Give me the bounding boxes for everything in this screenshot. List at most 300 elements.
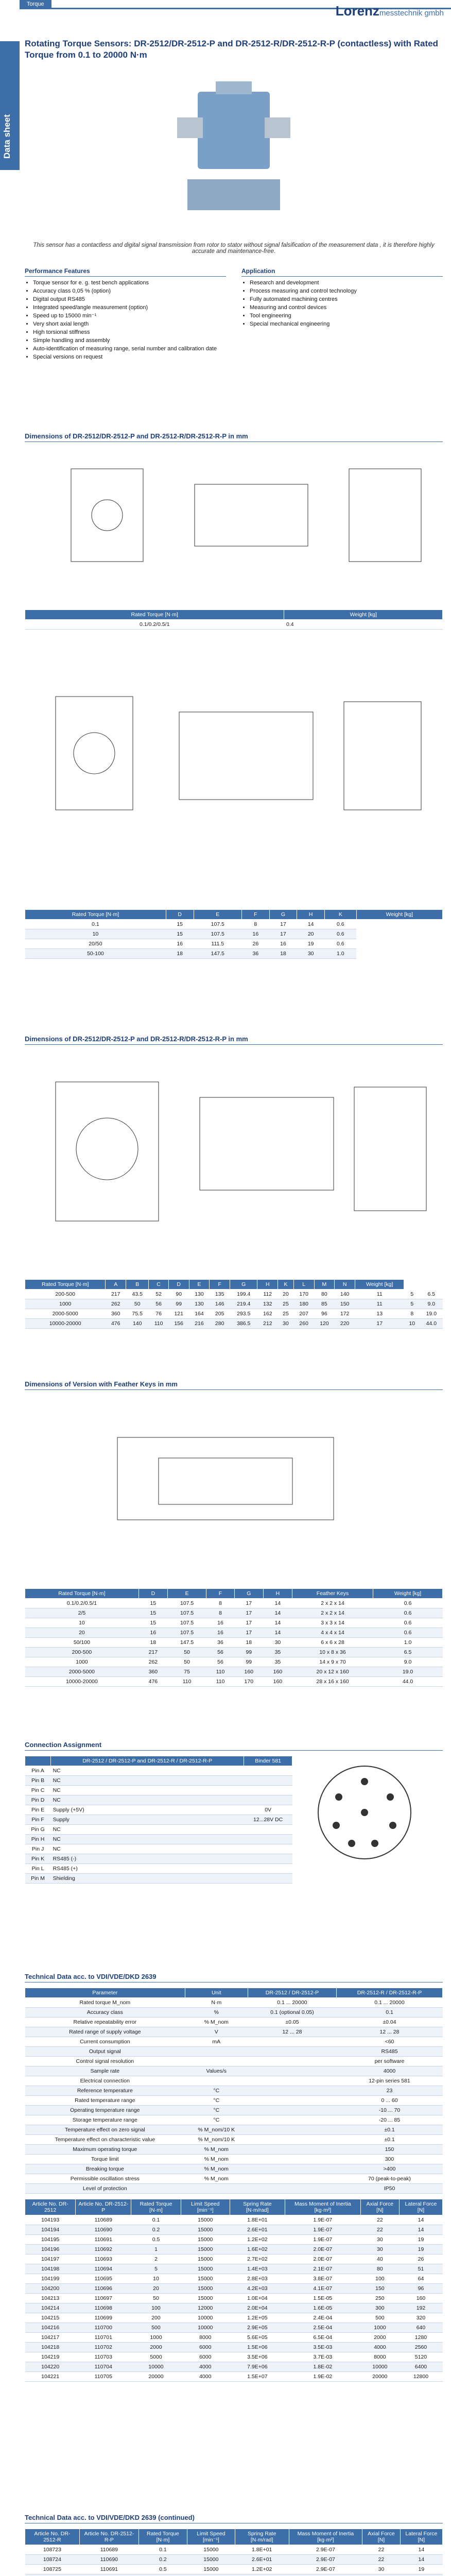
table-cell: Pin A [25,1766,51,1776]
table-cell: 6.5 [373,1648,443,1657]
table-header: G [269,910,297,920]
table-cell: 0.1 [138,2545,187,2555]
table-cell: % M_nom [185,2018,248,2027]
table-cell: 22 [362,2555,400,2565]
table-cell: 0.6 [373,1599,443,1608]
table-cell: 1.5E+07 [230,2372,285,2382]
table-header: M [314,1280,335,1290]
table-cell: 4000 [181,2372,230,2382]
table-cell [248,2155,336,2164]
table-cell: 2 x 2 x 14 [292,1608,373,1618]
table-cell: 104220 [25,2362,76,2372]
table-cell: NC [51,1795,244,1805]
table-cell: 104219 [25,2352,76,2362]
table-row [25,2565,443,2574]
table-row [25,1628,443,1638]
table-cell [289,2574,362,2576]
table-cell: 0.2 [131,2225,181,2235]
table-cell: 5 [404,1290,420,1299]
drawing-3 [25,1051,443,1273]
table-cell: 108723 [25,2545,80,2555]
table-header: H [257,1280,278,1290]
table-cell: 0.5 [131,2235,181,2245]
table-cell: 14 [399,2225,442,2235]
table-cell: 12-pin series 581 [336,2076,442,2086]
table-row [25,929,443,939]
table-cell: 2000-5000 [25,1667,139,1677]
table-header [25,1756,51,1766]
table-header: D [168,1280,189,1290]
table-row [25,1776,292,1786]
table-cell: 3.5E+06 [230,2352,285,2362]
page-title: Rotating Torque Sensors: DR-2512/DR-2512-P and DR-2512-R/DR-2512-R-P (contactless) with Rated Torque from 0.1 to 20000 N·m [25,39,438,60]
table-cell: °C [185,2115,248,2125]
table-cell [244,1864,292,1874]
table-header: Axial Force [N] [362,2529,400,2545]
table-cell: Values/s [185,2066,248,2076]
table-cell: 5 [131,2264,181,2274]
table-cell: 10000-20000 [25,1677,139,1687]
table-header: Rated Torque [N·m] [25,610,284,620]
table-cell: Pin E [25,1805,51,1815]
table-cell: 1.9E-07 [285,2225,360,2235]
table-cell: 56 [206,1657,234,1667]
table-cell: 260 [293,1319,314,1329]
table-cell: 0.6 [373,1618,443,1628]
table-row [25,2076,443,2086]
table-cell: 110700 [76,2323,131,2333]
table-header: Rated Torque [N·m] [25,1280,106,1290]
table-row [25,2135,443,2145]
table-cell: °C [185,2086,248,2096]
table-cell: 20 x 12 x 160 [292,1667,373,1677]
table-cell: 386.5 [230,1319,257,1329]
table-cell: 16 [206,1628,234,1638]
table-row [25,1874,292,1884]
table-cell: Reference temperature [25,2086,185,2096]
table-cell: 110693 [76,2255,131,2264]
table-cell [185,2057,248,2066]
table-cell: % M_nom/10 K [185,2135,248,2145]
table-row [25,1319,443,1329]
table-cell: RS485 (-) [51,1854,244,1864]
list-item: • Very short axial length [33,320,226,328]
table-header: L [293,1280,314,1290]
table-cell: 30 [360,2245,399,2255]
table-cell [248,2174,336,2184]
table-cell: 107.5 [167,1608,206,1618]
table-cell: 6000 [181,2352,230,2362]
list-item: • Auto-identification of measuring range, serial number and calibration date [33,345,226,353]
table-cell: 15 [166,920,194,929]
table-cell: NC [51,1825,244,1835]
table-cell: 36 [242,949,270,959]
table-cell [187,2574,235,2576]
table-cell: Rated temperature range [25,2096,185,2106]
table-cell: 20/50 [25,939,166,949]
table-cell: 1.5E+06 [230,2343,285,2352]
table-cell: 14 [297,920,325,929]
table-cell: 1.8E+01 [230,2215,285,2225]
table-cell: 192 [399,2303,442,2313]
table-cell [244,1786,292,1795]
table-cell: 18 [269,949,297,959]
table-cell: 12800 [399,2372,442,2382]
table-header: G [234,1589,263,1599]
table-cell: 199.4 [230,1290,257,1299]
table-cell: Pin G [25,1825,51,1835]
table-cell: 10000-20000 [25,1319,106,1329]
table-cell: 17 [234,1628,263,1638]
table-cell: 20000 [131,2372,181,2382]
table-cell: 4.1E-07 [285,2284,360,2294]
datasheet-label: Data sheet [2,114,12,159]
table-row [25,1608,443,1618]
table-cell: 56 [206,1648,234,1657]
table-cell [248,2057,336,2066]
table-cell [244,1844,292,1854]
table-row [25,2333,443,2343]
table-cell [79,2574,138,2576]
table-cell: 25 [278,1309,294,1319]
table-cell: 5000 [131,2352,181,2362]
table-cell: 0.1 (optional 0.05) [248,2008,336,2018]
table-cell: Storage temperature range [25,2115,185,2125]
company-logo: Lorenzmesstechnik gmbh [335,3,444,19]
table-cell: 19 [400,2565,442,2574]
table-cell: 2.6E+01 [230,2225,285,2235]
table-header: E [194,910,241,920]
table-cell: <60 [336,2037,442,2047]
table-row [25,2047,443,2057]
table-cell: 5120 [399,2352,442,2362]
table-cell: 132 [257,1299,278,1309]
table-cell: 43.5 [126,1290,149,1299]
table-cell: 104200 [25,2284,76,2294]
table-header: Rated Torque [N·m] [25,910,166,920]
table-cell: 15000 [181,2225,230,2235]
table-cell [244,1766,292,1776]
table-cell: 2.0E-07 [285,2245,360,2255]
table-cell: Control signal resolution [25,2057,185,2066]
table-header: Article No. DR-2512 [25,2199,76,2215]
table-cell [244,1835,292,1844]
table-header: Weight [kg] [355,1280,404,1290]
table-cell: 110690 [76,2225,131,2235]
table-cell: 4000 [360,2343,399,2352]
table-cell: 0.6 [325,929,357,939]
table-cell: 2.8E+03 [230,2274,285,2284]
table-row [25,1599,443,1608]
table-cell: 15 [138,1608,167,1618]
table-cell: 15000 [181,2294,230,2303]
table-cell: 217 [106,1290,126,1299]
table-cell [248,2115,336,2125]
table-cell: 120 [314,1319,335,1329]
table-cell: 1.8E+01 [235,2545,289,2555]
table-cell: 15000 [187,2565,235,2574]
application-box: Application • Research and development • Process measuring and control technology • Fully automated machining centres • Measuring and control devices • Tool engineering • Special mechanical engineering [241,266,443,361]
table-header: F [242,910,270,920]
table-cell: 108725 [25,2565,80,2574]
table-cell: 200 [131,2313,181,2323]
table-cell: 13 [355,1309,404,1319]
list-item: • High torsional stiffness [33,328,226,336]
table-cell: 0.6 [325,920,357,929]
table-cell [362,2574,400,2576]
table-cell: 100 [360,2274,399,2284]
table-cell: 10000 [181,2323,230,2333]
table-cell: Output signal [25,2047,185,2057]
table-cell: 160 [263,1677,292,1687]
table-cell: 19.0 [373,1667,443,1677]
table-header: F [206,1589,234,1599]
table-cell [248,2076,336,2086]
table-cell: 2560 [399,2343,442,2352]
table-row [25,2057,443,2066]
table-cell: 6.5 [420,1290,443,1299]
table-header: Spring Rate [N·m/rad] [230,2199,285,2215]
table-cell: Pin B [25,1776,51,1786]
table-cell: 107.5 [167,1618,206,1628]
table-cell: 121 [168,1309,189,1319]
table-cell: 2.7E+02 [230,2255,285,2264]
table-header: Article No. DR-2512-R [25,2529,80,2545]
table-row [25,2027,443,2037]
table-cell: 5 [404,1299,420,1309]
table-cell: 51 [399,2264,442,2274]
table-row [25,1667,443,1677]
table-cell: 17 [234,1599,263,1608]
table-cell: 107.5 [167,1628,206,1638]
table-row [25,2255,443,2264]
table-cell: 110 [167,1677,206,1687]
table-cell: 14 [263,1628,292,1638]
table-row [25,2174,443,2184]
table-row [25,2284,443,2294]
table-row [25,1638,443,1648]
product-photo [167,76,301,226]
table-cell: 107.5 [194,920,241,929]
table-row [25,2352,443,2362]
table-cell: 15 [138,1599,167,1608]
drawing-4 [25,1396,443,1582]
table-cell: 25 [278,1299,294,1309]
table-cell: 0 ... 60 [336,2096,442,2106]
table-cell: Rated torque M_nom [25,1998,185,2008]
table-row [25,2164,443,2174]
table-header: F [210,1280,230,1290]
table-cell: 36 [206,1638,234,1648]
table-cell: 23 [336,2086,442,2096]
table-cell: 110698 [76,2303,131,2313]
table-cell: 170 [293,1290,314,1299]
connector-pinout-icon [303,1751,426,1874]
table-cell: 300 [360,2303,399,2313]
table-row [25,2037,443,2047]
table-cell: 110696 [76,2284,131,2294]
table-cell: 15000 [181,2255,230,2264]
table-cell: 2 [131,2255,181,2264]
table-cell: 110 [206,1677,234,1687]
category-tab[interactable]: Torque [20,0,51,9]
table-cell: 17 [269,920,297,929]
table-cell: 17 [234,1618,263,1628]
table-cell: 56 [149,1299,169,1309]
table-cell: 8 [242,920,270,929]
table-cell: Pin D [25,1795,51,1805]
table-cell [25,2574,80,2576]
table-cell: 110691 [76,2235,131,2245]
table-cell: 10 x 8 x 36 [292,1648,373,1657]
table-cell: 15 [166,929,194,939]
table-cell: 3 x 3 x 14 [292,1618,373,1628]
table-header: Rated Torque [N·m] [131,2199,181,2215]
table-cell: 20 [278,1290,294,1299]
table-cell: % M_nom [185,2155,248,2164]
list-item: • Special mechanical engineering [250,320,443,328]
table-cell: 17 [269,929,297,939]
table-cell: 28 x 16 x 160 [292,1677,373,1687]
table-cell: 110689 [76,2215,131,2225]
table-cell: 10000 [181,2313,230,2323]
table-cell: 110704 [76,2362,131,2372]
table-cell [248,2164,336,2174]
table-cell: 16 [206,1618,234,1628]
table-row [25,1677,443,1687]
table-cell: 16 [242,929,270,939]
table-row [25,2362,443,2372]
table-cell: °C [185,2096,248,2106]
table-cell: 0.1 ... 20000 [248,1998,336,2008]
table-cell: mA [185,2037,248,2047]
table-cell: 6.5E-04 [285,2333,360,2343]
table-row [25,1998,443,2008]
table-cell [248,2145,336,2155]
table-cell: 76 [149,1309,169,1319]
table-cell: 40 [360,2255,399,2264]
table-cell: 0.1 ... 20000 [336,1998,442,2008]
table-cell: 6000 [181,2343,230,2352]
table-header: K [325,910,357,920]
table-cell: 2.0E+04 [230,2303,285,2313]
table-cell: 80 [360,2264,399,2274]
table-cell: 15000 [187,2545,235,2555]
table-cell: 0V [244,1805,292,1815]
table-cell: 0.4 [284,620,443,630]
table-row [25,1309,443,1319]
table-cell: 20 [131,2284,181,2294]
table-cell: 104214 [25,2303,76,2313]
table-cell: 6 x 6 x 28 [292,1638,373,1648]
table-cell [244,1795,292,1805]
table-cell: 280 [210,1319,230,1329]
table-cell: 110701 [76,2333,131,2343]
table-row [25,939,443,949]
table-cell: % M_nom/10 K [185,2125,248,2135]
table-cell: 219.4 [230,1299,257,1309]
table-cell: NC [51,1844,244,1854]
table-cell: NC [51,1835,244,1844]
table-row [25,2294,443,2303]
table-cell: 200-500 [25,1648,139,1657]
table-cell: 10 [404,1319,420,1329]
table-cell: 104195 [25,2235,76,2245]
table-row [25,1815,292,1825]
table-cell: -10 ... 70 [336,2106,442,2115]
table-cell [185,2076,248,2086]
table-cell: 3.7E-03 [285,2352,360,2362]
table-cell: 22 [360,2225,399,2235]
side-stripe [0,0,20,2576]
table-cell: Current consumption [25,2037,185,2047]
table-cell: ±0.1 [336,2125,442,2135]
table-cell: Maximum operating torque [25,2145,185,2155]
table-row [25,2066,443,2076]
table-2 [25,909,443,959]
table-cell: 19.0 [420,1309,443,1319]
table-cell: 110705 [76,2372,131,2382]
table-header: Binder 581 [244,1756,292,1766]
table-cell [248,2184,336,2194]
table-cell: 30 [297,949,325,959]
section-dimensions-3: Dimensions of DR-2512/DR-2512-P and DR-2512-R/DR-2512-R-P in mm Rated Torque [N·m] A B C D E F G H K L M N Weight [kg] 200-500 217 43.5 52 90 130 135 199.4 112 20 170 80 140 11 5 6.5 1000 262 50 56 99 130 146 219.4 132 25 180 85 150 11 5 9.0 2000-5000 360 75.5 76 121 164 205 293.5 162 25 207 96 172 13 8 19.0 10000-20000 476 140 110 156 216 280 386.5 212 30 260 120 220 17 10 44.0 [25,1020,443,1329]
table-cell: 110691 [79,2565,138,2574]
table-cell: 22 [360,2215,399,2225]
table-cell: 26 [399,2255,442,2264]
table-cell: 75 [167,1667,206,1677]
table-cell: 2/5 [25,1608,139,1618]
table-row [25,2145,443,2155]
table-row [25,1864,292,1874]
table-cell: 96 [314,1309,335,1319]
table-cell: 10000 [131,2362,181,2372]
table-cell: 1.0 [325,949,357,959]
table-cell: 320 [399,2313,442,2323]
list-item: • Process measuring and control technology [250,287,443,295]
table-cell: Torque limit [25,2155,185,2164]
table-header: K [278,1280,294,1290]
table-cell: 0.1 [336,2008,442,2018]
table-cell: 104217 [25,2333,76,2343]
table-cell: N·m [185,1998,248,2008]
section-dimensions-2 [25,649,443,959]
table-cell: 160 [263,1667,292,1677]
table-cell: 10 [131,2274,181,2284]
table-cell: Pin L [25,1864,51,1874]
table-header: N [335,1280,355,1290]
table-cell: 476 [106,1319,126,1329]
table-header: Axial Force [N] [360,2199,399,2215]
table-row [25,2372,443,2382]
table-cell: 1.9E-07 [285,2215,360,2225]
table-row [25,1805,292,1815]
table-cell: 130 [189,1290,210,1299]
table-header: H [297,910,325,920]
table-row [25,2106,443,2115]
table-cell: 110695 [76,2274,131,2284]
table-cell: 30 [360,2235,399,2245]
table-row [25,2018,443,2027]
table-row [25,1299,443,1309]
table-cell: % [185,2008,248,2018]
table-cell: 5.6E+05 [230,2333,285,2343]
table-cell: 9.0 [373,1657,443,1667]
table-row [25,2264,443,2274]
table-cell: 147.5 [167,1638,206,1648]
table-header: Rated Torque [N·m] [138,2529,187,2545]
table-row [25,1825,292,1835]
